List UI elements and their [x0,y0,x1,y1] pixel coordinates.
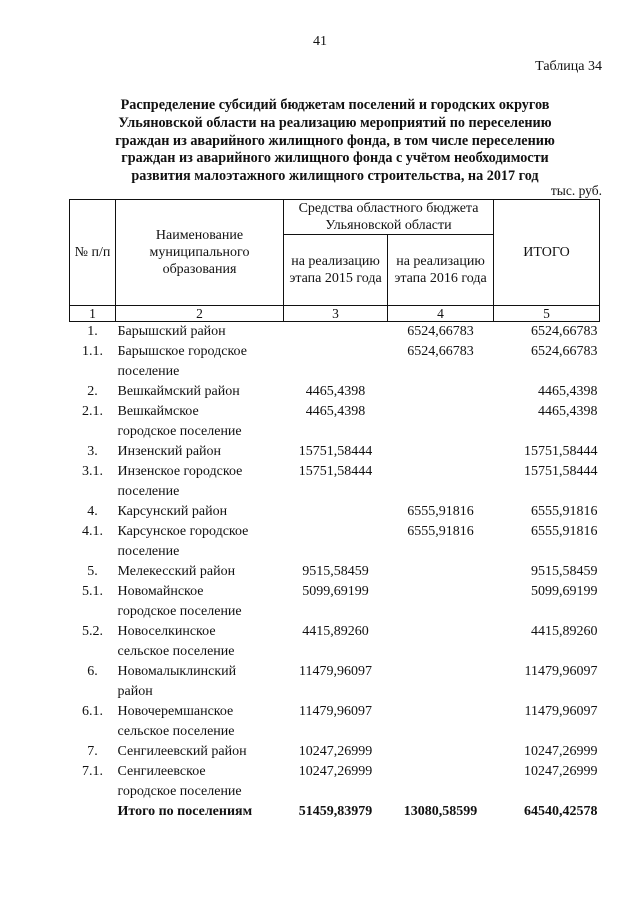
row-name-line: Инзенский район [117,444,222,459]
value-2016: 6555,91816 [407,524,474,539]
value-2016 [388,762,494,802]
value-total: 9515,58459 [531,564,598,579]
table-row [70,382,600,402]
value-total: 11479,96097 [524,664,598,679]
value-total: 6555,91816 [531,524,598,539]
row-name [116,582,284,622]
row-number: 6. [87,664,98,679]
table-row [70,662,600,702]
total-row [70,802,600,822]
row-name-line: городское поселение [117,604,242,619]
value-2015 [284,502,388,522]
row-name [116,742,284,762]
value-2015: 15751,58444 [298,444,373,459]
value-2015 [284,342,388,382]
row-name [116,402,284,442]
value-2016 [388,702,494,742]
value-2015: 5099,69199 [302,584,369,599]
row-name-line: сельское поселение [117,644,235,659]
row-number: 1.1. [82,344,103,359]
col-number: 3 [284,306,388,322]
header-stage-2015: на реализацию этапа 2015 года [284,235,388,306]
row-number: 4.1. [82,524,103,539]
value-2016: 6524,66783 [407,344,474,359]
value-2015: 9515,58459 [302,564,369,579]
document-title [70,97,600,186]
row-name [116,522,284,562]
table-row [70,742,600,762]
header-stage-2016: на реализацию этапа 2016 года [388,235,494,306]
value-2016 [388,462,494,502]
col-number: 4 [388,306,494,322]
value-2015: 15751,58444 [298,464,373,479]
value-2016 [388,742,494,762]
row-number: 7. [87,744,98,759]
row-name-line: Вешкаймский район [117,384,240,399]
row-name-line: городское поселение [117,424,242,439]
header-total: ИТОГО [494,200,600,306]
value-2016 [388,562,494,582]
total-number-cell [70,802,116,822]
row-name-line: поселение [117,484,180,499]
value-2016 [388,382,494,402]
table-body [70,322,600,823]
table-row [70,622,600,662]
row-name-line: поселение [117,544,180,559]
row-name-line: Сенгилеевский район [117,744,247,759]
value-total: 5099,69199 [531,584,598,599]
value-2015: 11479,96097 [299,664,372,679]
col-number: 2 [116,306,284,322]
header-num: № п/п [70,200,116,306]
value-2016 [388,402,494,442]
total-label: Итого по поселениям [117,804,253,819]
row-name [116,442,284,462]
row-number: 5.2. [82,624,103,639]
value-total: 4465,4398 [538,404,598,419]
header-name: Наименование муниципального образования [116,200,284,306]
value-2015: 4415,89260 [302,624,369,639]
row-name-line: Инзенское городское [117,464,243,479]
table-row [70,762,600,802]
table-row [70,462,600,502]
value-total: 6524,66783 [531,344,598,359]
total-2016: 13080,58599 [403,804,478,819]
row-name-line: Новоселкинское [117,624,216,639]
row-number: 4. [87,504,98,519]
row-name [116,622,284,662]
value-total: 4415,89260 [531,624,598,639]
table-row [70,342,600,382]
header-budget-group: Средства областного бюджета Ульяновской области [284,200,494,235]
row-name [116,662,284,702]
value-2015: 10247,26999 [298,764,373,779]
row-name-line: Сенгилеевское [117,764,206,779]
row-name [116,502,284,522]
row-number: 2.1. [82,404,103,419]
row-name-line: поселение [117,364,180,379]
table-label: Таблица 34 [535,59,602,74]
table-row [70,522,600,562]
value-total: 15751,58444 [524,444,598,459]
row-name [116,562,284,582]
table-row [70,442,600,462]
row-name [116,342,284,382]
title-line: граждан из аварийного жилищного фонда, в том числе переселению [115,132,555,149]
row-name-line: Барышский район [117,324,226,339]
table-row [70,322,600,343]
row-number: 3.1. [82,464,103,479]
value-2016 [388,582,494,622]
table-row [70,402,600,442]
title-line: граждан из аварийного жилищного фонда с учётом необходимости [121,150,549,167]
row-name-line: Карсунский район [117,504,228,519]
title-line: Ульяновской области на реализацию мероприятий по переселению [118,114,552,131]
row-name-line: Барышское городское [117,344,247,359]
row-name-line: Новомайнское [117,584,204,599]
row-name [116,702,284,742]
row-name-line: Новочеремшанское [117,704,234,719]
value-2015: 11479,96097 [299,704,372,719]
value-2016: 6524,66783 [407,324,474,339]
value-2016: 6555,91816 [407,504,474,519]
table-row [70,502,600,522]
value-2015: 10247,26999 [298,744,373,759]
row-number: 2. [87,384,98,399]
page-number: 41 [313,34,327,49]
value-total: 6555,91816 [531,504,598,519]
row-number: 6.1. [82,704,103,719]
row-name [116,762,284,802]
row-number: 5. [87,564,98,579]
col-number: 1 [70,306,116,322]
value-2016 [388,662,494,702]
value-total: 10247,26999 [524,764,598,779]
row-number: 3. [87,444,98,459]
row-number: 7.1. [82,764,103,779]
row-name [116,322,284,343]
value-total: 10247,26999 [524,744,598,759]
title-line: развития малоэтажного жилищного строительства, на 2017 год [131,168,539,185]
row-number: 1. [87,324,98,339]
table-row [70,582,600,622]
row-name-line: Новомалыклинский [117,664,237,679]
row-name-line: городское поселение [117,784,242,799]
row-name-line: сельское поселение [117,724,235,739]
value-2015: 4465,4398 [305,384,366,399]
col-number: 5 [494,306,600,322]
value-total: 15751,58444 [524,464,598,479]
row-name-line: район [117,684,153,699]
unit-label: тыс. руб. [550,183,602,198]
row-name-line: Вешкаймское [117,404,199,419]
row-name-line: Мелекесский район [117,564,236,579]
title-line: Распределение субсидий бюджетам поселений и городских округов [120,97,550,113]
row-number: 5.1. [82,584,103,599]
value-total: 4465,4398 [538,384,598,399]
subsidy-table [69,199,600,822]
row-name [116,382,284,402]
table-row [70,702,600,742]
total-sum: 64540,42578 [524,804,598,819]
table-row [70,562,600,582]
row-name-line: Карсунское городское [117,524,249,539]
value-2016 [388,442,494,462]
value-2016 [388,622,494,662]
total-2015: 51459,83979 [298,804,373,819]
value-total: 11479,96097 [524,704,598,719]
row-name [116,462,284,502]
value-total: 6524,66783 [531,324,598,339]
value-2015 [284,522,388,562]
value-2015: 4465,4398 [305,404,366,419]
value-2015 [284,322,388,343]
